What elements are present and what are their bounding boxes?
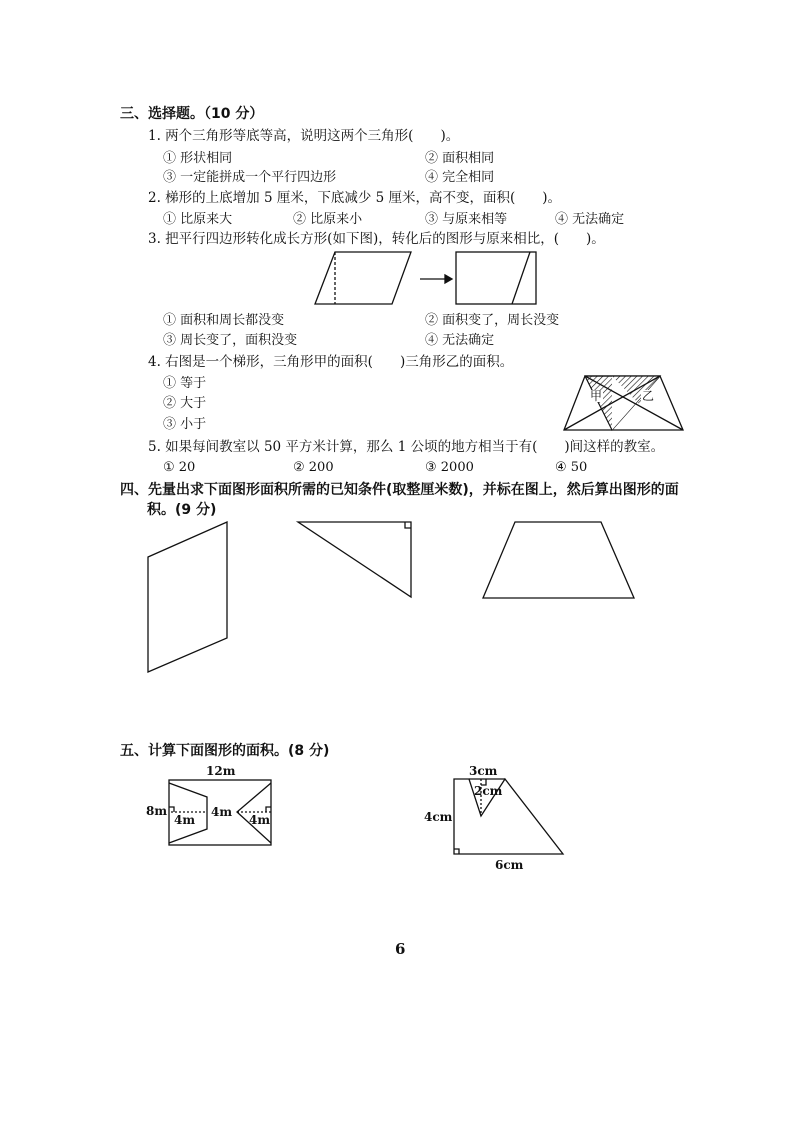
q5-option-2: ② 200 bbox=[293, 460, 334, 475]
q4-label-jia: 甲 bbox=[590, 389, 603, 403]
q3-option-2: ② 面积变了，周长没变 bbox=[425, 313, 560, 328]
section-3-title: 三、选择题。（10 分） bbox=[120, 106, 264, 122]
s5-fig2-top-label: 3cm bbox=[469, 764, 498, 778]
q5-stem: 5. 如果每间教室以 50 平方米计算，那么 1 公顷的地方相当于有( )间这样的教室。 bbox=[148, 439, 665, 455]
q3-option-4: ④ 无法确定 bbox=[425, 333, 495, 348]
s5-fig1-inner-left-label: 4m bbox=[174, 813, 196, 827]
q3-option-1: ① 面积和周长都没变 bbox=[163, 313, 285, 328]
s5-fig2-left-label: 4cm bbox=[424, 810, 453, 824]
section-5-title: 五、计算下面图形的面积。(8 分) bbox=[120, 743, 330, 759]
s5-fig1-inner-right-label: 4m bbox=[249, 813, 271, 827]
q4-stem: 4. 右图是一个梯形，三角形甲的面积( )三角形乙的面积。 bbox=[148, 354, 514, 370]
s5-fig2-outline bbox=[454, 779, 563, 854]
q4-label-yi: 乙 bbox=[642, 389, 655, 403]
q2-option-1: ① 比原来大 bbox=[163, 212, 233, 227]
q1-option-3: ③ 一定能拼成一个平行四边形 bbox=[163, 170, 337, 185]
q5-option-3: ③ 2000 bbox=[425, 460, 474, 475]
q1-option-4: ④ 完全相同 bbox=[425, 170, 495, 185]
q4-option-1: ① 等于 bbox=[163, 376, 207, 391]
q1-stem: 1. 两个三角形等底等高，说明这两个三角形( )。 bbox=[148, 128, 460, 144]
page-number: 6 bbox=[395, 940, 406, 958]
q3-option-3: ③ 周长变了，面积没变 bbox=[163, 333, 298, 348]
s5-fig1-top-label: 12m bbox=[206, 764, 236, 778]
s5-fig1-left-label: 8m bbox=[146, 804, 168, 818]
q4-option-2: ② 大于 bbox=[163, 396, 207, 411]
s5-fig2-right-angle-bottom bbox=[454, 849, 459, 854]
section-4-title-line1: 四、先量出求下面图形面积所需的已知条件(取整厘米数)，并标在图上，然后算出图形的面 bbox=[120, 482, 679, 498]
q2-stem: 2. 梯形的上底增加 5 厘米，下底减少 5 厘米，高不变，面积( )。 bbox=[148, 190, 562, 206]
q1-option-1: ① 形状相同 bbox=[163, 151, 233, 166]
q2-option-2: ② 比原来小 bbox=[293, 212, 363, 227]
s5-fig2-inner-label: 2cm bbox=[474, 784, 503, 798]
q3-stem: 3. 把平行四边形转化成长方形(如下图)，转化后的图形与原来相比，( )。 bbox=[148, 231, 605, 247]
q2-option-3: ③ 与原来相等 bbox=[425, 212, 508, 227]
q5-option-4: ④ 50 bbox=[555, 460, 588, 475]
section-4-title-line2: 积。(9 分) bbox=[147, 502, 217, 518]
s5-fig1-mid-label: 4m bbox=[211, 805, 233, 819]
q2-option-4: ④ 无法确定 bbox=[555, 212, 625, 227]
q5-option-1: ① 20 bbox=[163, 460, 196, 475]
s5-fig2-bottom-label: 6cm bbox=[495, 858, 524, 872]
q1-option-2: ② 面积相同 bbox=[425, 151, 495, 166]
q4-option-3: ③ 小于 bbox=[163, 417, 207, 432]
